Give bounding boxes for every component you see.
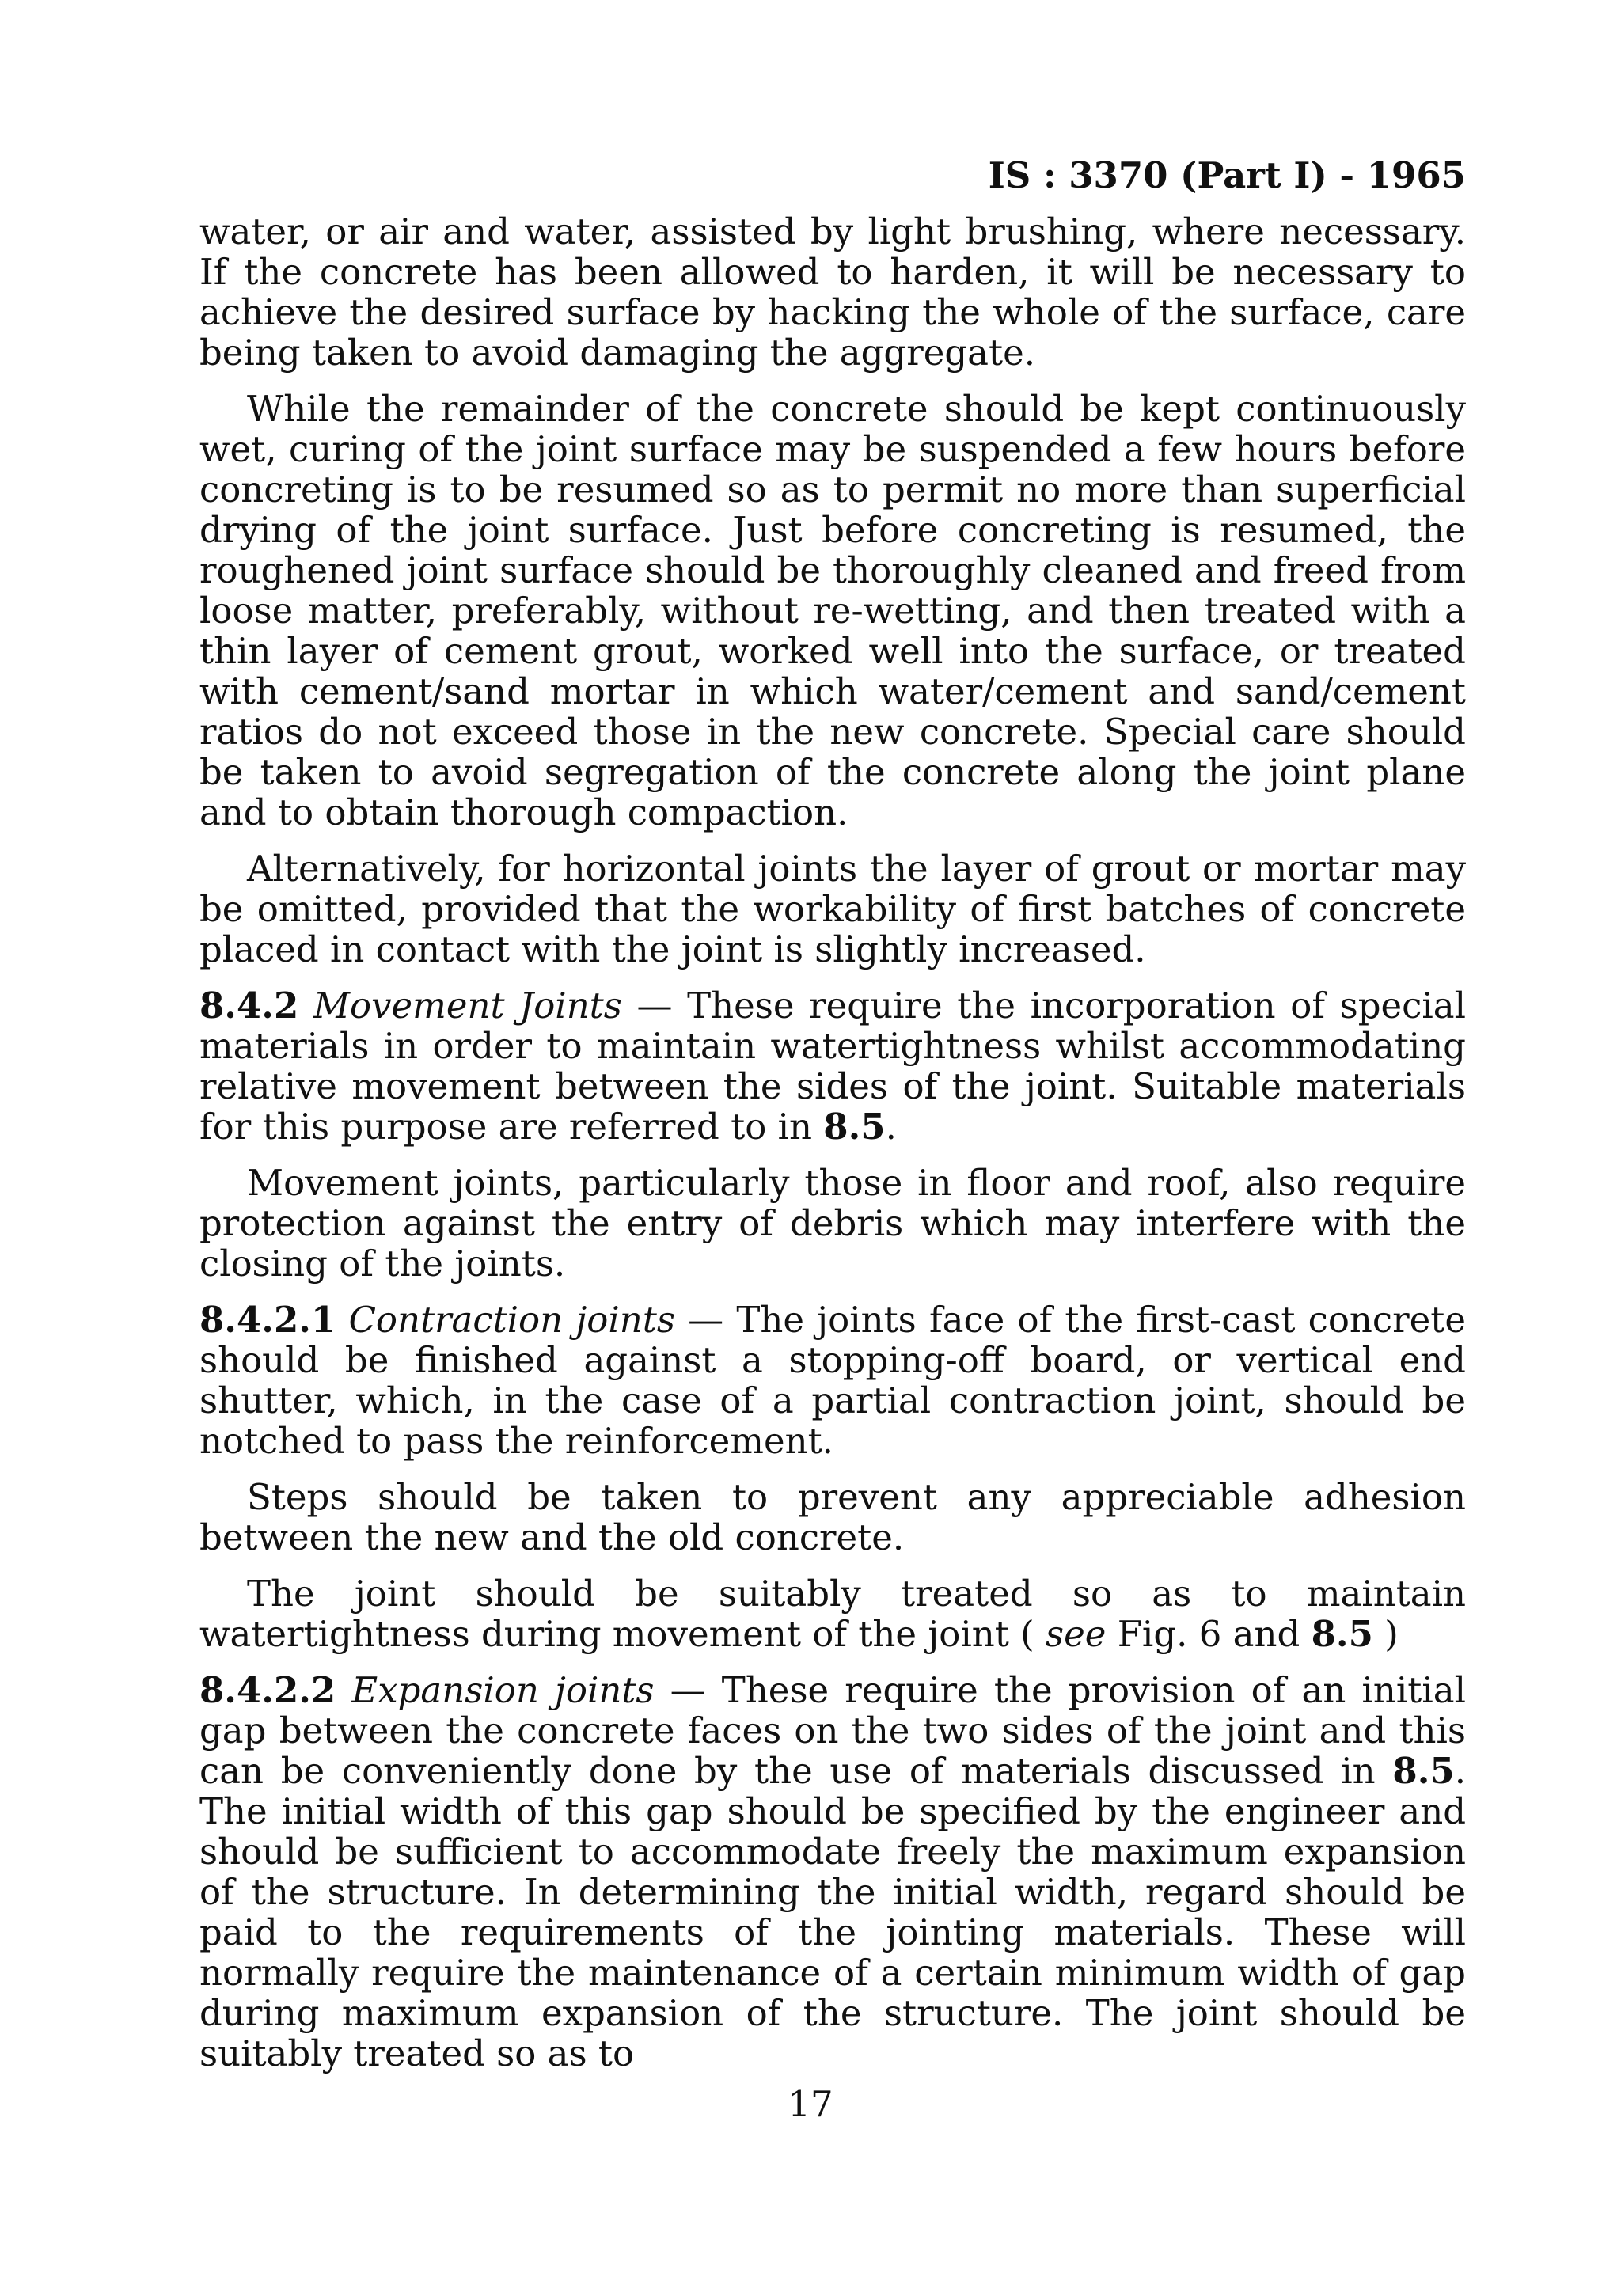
section-title: Movement Joints: [313, 985, 622, 1027]
section-title: Contraction joints: [348, 1299, 675, 1341]
paragraph-curing-joint: While the remainder of the concrete should be kept continuously wet, curing of the joint surface may be suspended a few hours before concreting is to be resumed so as to permit no more than superficial drying of the joint surface. Just before concreting is resumed, the roughened joint surface should be thoroughly cleaned and freed from loose matter, preferably, without re-wetting, and then treated with a thin layer of cement grout, worked well into the surface, or treated with cement/sand mortar in which water/cement and sand/cement ratios do not exceed those in the new concrete. Special care should be taken to avoid segregation of the concrete along the joint plane and to obtain thorough compaction.: [199, 388, 1466, 833]
section-8-4-2-movement-joints: [199, 985, 1466, 1147]
paragraph-close: ): [1384, 1613, 1399, 1655]
section-title: Expansion joints: [351, 1669, 655, 1711]
paragraph-surface-preparation: water, or air and water, assisted by light brushing, where necessary. If the concrete has been allowed to harden, it will be necessary to achieve the desired surface by hacking the whole of the surface, care being taken to avoid damaging the aggregate.: [199, 211, 1466, 374]
section-text-end: .: [885, 1106, 897, 1148]
section-number: 8.4.2.1: [199, 1299, 336, 1341]
paragraph-text: The joint should be suitably treated so as to maintain watertightness during movement of the joint (: [199, 1573, 1466, 1655]
section-text: — These require the incorporation of special materials in order to maintain watertightness whilst accommodating relative movement between the sides of the joint. Suitable materials for this purpose are referred to in: [199, 985, 1466, 1148]
paragraph-movement-protection: Movement joints, particularly those in floor and roof, also require protection against the entry of debris which may interfere with the closing of the joints.: [199, 1162, 1466, 1285]
clause-reference: 8.5: [1311, 1613, 1373, 1655]
section-text-continued: . The initial width of this gap should be specified by the engineer and should be sufficient to accommodate freely the maximum expansion of the structure. In determining the initial width, regard should be paid to the requirements of the jointing materials. These will normally require the maintenance of a certain minimum width of gap during maximum expansion of the structure. The joint should be suitably treated so as to: [199, 1750, 1466, 2074]
clause-reference: 8.5: [823, 1106, 886, 1148]
section-text: — These require the provision of an initial gap between the concrete faces on the two sides of the joint and this can be conveniently done by the use of materials discussed in: [199, 1669, 1466, 1792]
paragraph-horizontal-joints: Alternatively, for horizontal joints the layer of grout or mortar may be omitted, provided that the workability of first batches of concrete placed in contact with the joint is slightly increased.: [199, 848, 1466, 970]
section-number: 8.4.2.2: [199, 1669, 336, 1711]
paragraph-adhesion: Steps should be taken to prevent any appreciable adhesion between the new and the old concrete.: [199, 1476, 1466, 1558]
page-body: [199, 154, 1466, 2089]
document-id-header: IS : 3370 (Part I) - 1965: [988, 154, 1466, 196]
section-8-4-2-2-expansion-joints: [199, 1670, 1466, 2074]
see-reference: see: [1046, 1613, 1107, 1655]
section-number: 8.4.2: [199, 985, 299, 1027]
page-number: 17: [788, 2083, 833, 2125]
paragraph-watertightness: [199, 1573, 1466, 1654]
figure-reference: Fig. 6 and: [1117, 1613, 1300, 1655]
section-8-4-2-1-contraction-joints: [199, 1300, 1466, 1461]
clause-reference: 8.5: [1392, 1750, 1455, 1792]
section-text: — The joints face of the first-cast concrete should be finished against a stopping-off board, or vertical end shutter, which, in the case of a partial contraction joint, should be notched to pass the reinforcement.: [199, 1299, 1466, 1462]
